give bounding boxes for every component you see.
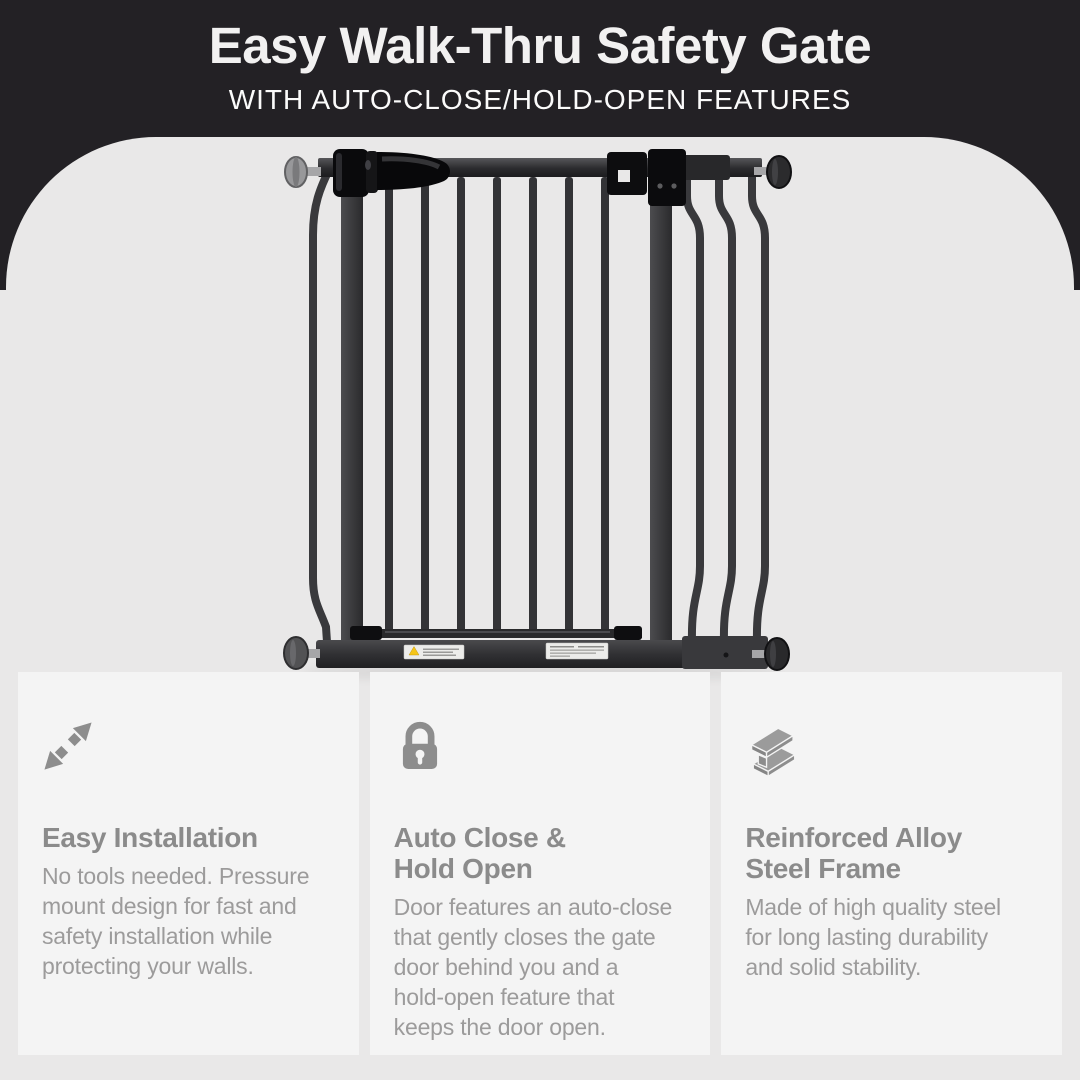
expand-arrows-icon — [42, 720, 94, 772]
feature-card-easy-installation — [18, 672, 359, 1055]
feature-title: Easy Installation — [42, 822, 258, 853]
steel-beam-icon — [745, 720, 803, 778]
feature-card-auto-close — [370, 672, 711, 1055]
feature-card-steel-frame — [721, 672, 1062, 1055]
feature-cards — [18, 672, 1062, 1055]
feature-description: Door features an auto-close that gently closes the gate door behind you and a hold-open feature that keeps the door open. — [393, 894, 673, 1040]
feature-description: No tools needed. Pressure mount design for fast and safety installation while protecting your walls. — [42, 863, 310, 979]
page-title: Easy Walk-Thru Safety Gate — [208, 17, 872, 74]
feature-title: Reinforced Alloy Steel Frame — [745, 822, 962, 884]
feature-description: Made of high quality steel for long lasting durability and solid stability. — [745, 894, 1001, 980]
page-subtitle: WITH AUTO-CLOSE/HOLD-OPEN FEATURES — [228, 84, 852, 115]
feature-title: Auto Close & Hold Open — [393, 822, 566, 884]
padlock-icon — [394, 720, 446, 772]
